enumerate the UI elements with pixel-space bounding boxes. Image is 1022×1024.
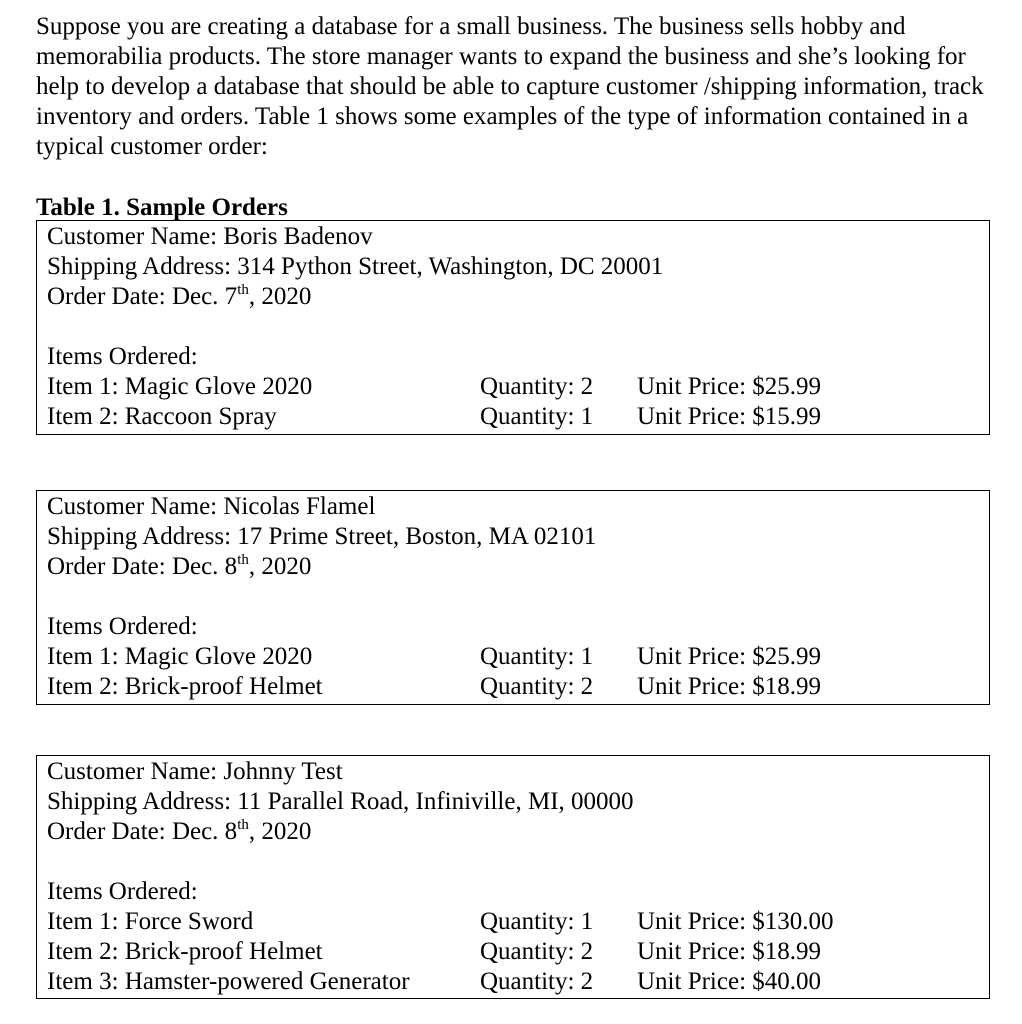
item-unit-price: Unit Price: $25.99 [637,643,822,670]
item-unit-price: Unit Price: $25.99 [637,373,822,400]
shipping-address: Shipping Address: 314 Python Street, Washington, DC 20001 [47,253,664,280]
order-box [36,490,990,705]
item-name: Item 2: Raccoon Spray [47,403,277,430]
item-unit-price: Unit Price: $15.99 [637,403,822,430]
item-name: Item 1: Magic Glove 2020 [47,373,313,400]
item-quantity: Quantity: 2 [480,373,594,400]
order-date: Order Date: Dec. 8th, 2020 [47,552,312,580]
shipping-address: Shipping Address: 17 Prime Street, Boston, MA 02101 [47,523,597,550]
shipping-address: Shipping Address: 11 Parallel Road, Infiniville, MI, 00000 [47,788,634,815]
item-name: Item 3: Hamster-powered Generator [47,968,410,995]
item-name: Item 2: Brick-proof Helmet [47,673,323,700]
item-quantity: Quantity: 2 [480,938,594,965]
table-title: Table 1. Sample Orders [36,194,288,221]
item-name: Item 1: Force Sword [47,908,254,935]
order-box [36,755,990,999]
item-name: Item 2: Brick-proof Helmet [47,938,323,965]
intro-paragraph: Suppose you are creating a database for a small business. The business sells hobby and memorabilia products. The store manager wants to expand the business and she’s looking for help to develop a database that should be able to capture customer /shipping information, track inventory and orders. Table 1 shows some examples of the type of information contained in a typical customer order: [36,13,984,160]
order-box [36,220,990,435]
item-unit-price: Unit Price: $18.99 [637,938,822,965]
customer-name: Customer Name: Johnny Test [47,758,343,785]
customer-name: Customer Name: Boris Badenov [47,223,373,250]
items-ordered-label: Items Ordered: [47,878,198,905]
items-ordered-label: Items Ordered: [47,343,198,370]
item-quantity: Quantity: 1 [480,908,594,935]
item-quantity: Quantity: 2 [480,968,594,995]
item-unit-price: Unit Price: $18.99 [637,673,822,700]
item-quantity: Quantity: 2 [480,673,594,700]
item-name: Item 1: Magic Glove 2020 [47,643,313,670]
order-date: Order Date: Dec. 7th, 2020 [47,282,312,310]
customer-name: Customer Name: Nicolas Flamel [47,493,376,520]
items-ordered-label: Items Ordered: [47,613,198,640]
order-date: Order Date: Dec. 8th, 2020 [47,817,312,845]
item-unit-price: Unit Price: $40.00 [637,968,822,995]
item-unit-price: Unit Price: $130.00 [637,908,834,935]
item-quantity: Quantity: 1 [480,643,594,670]
item-quantity: Quantity: 1 [480,403,594,430]
